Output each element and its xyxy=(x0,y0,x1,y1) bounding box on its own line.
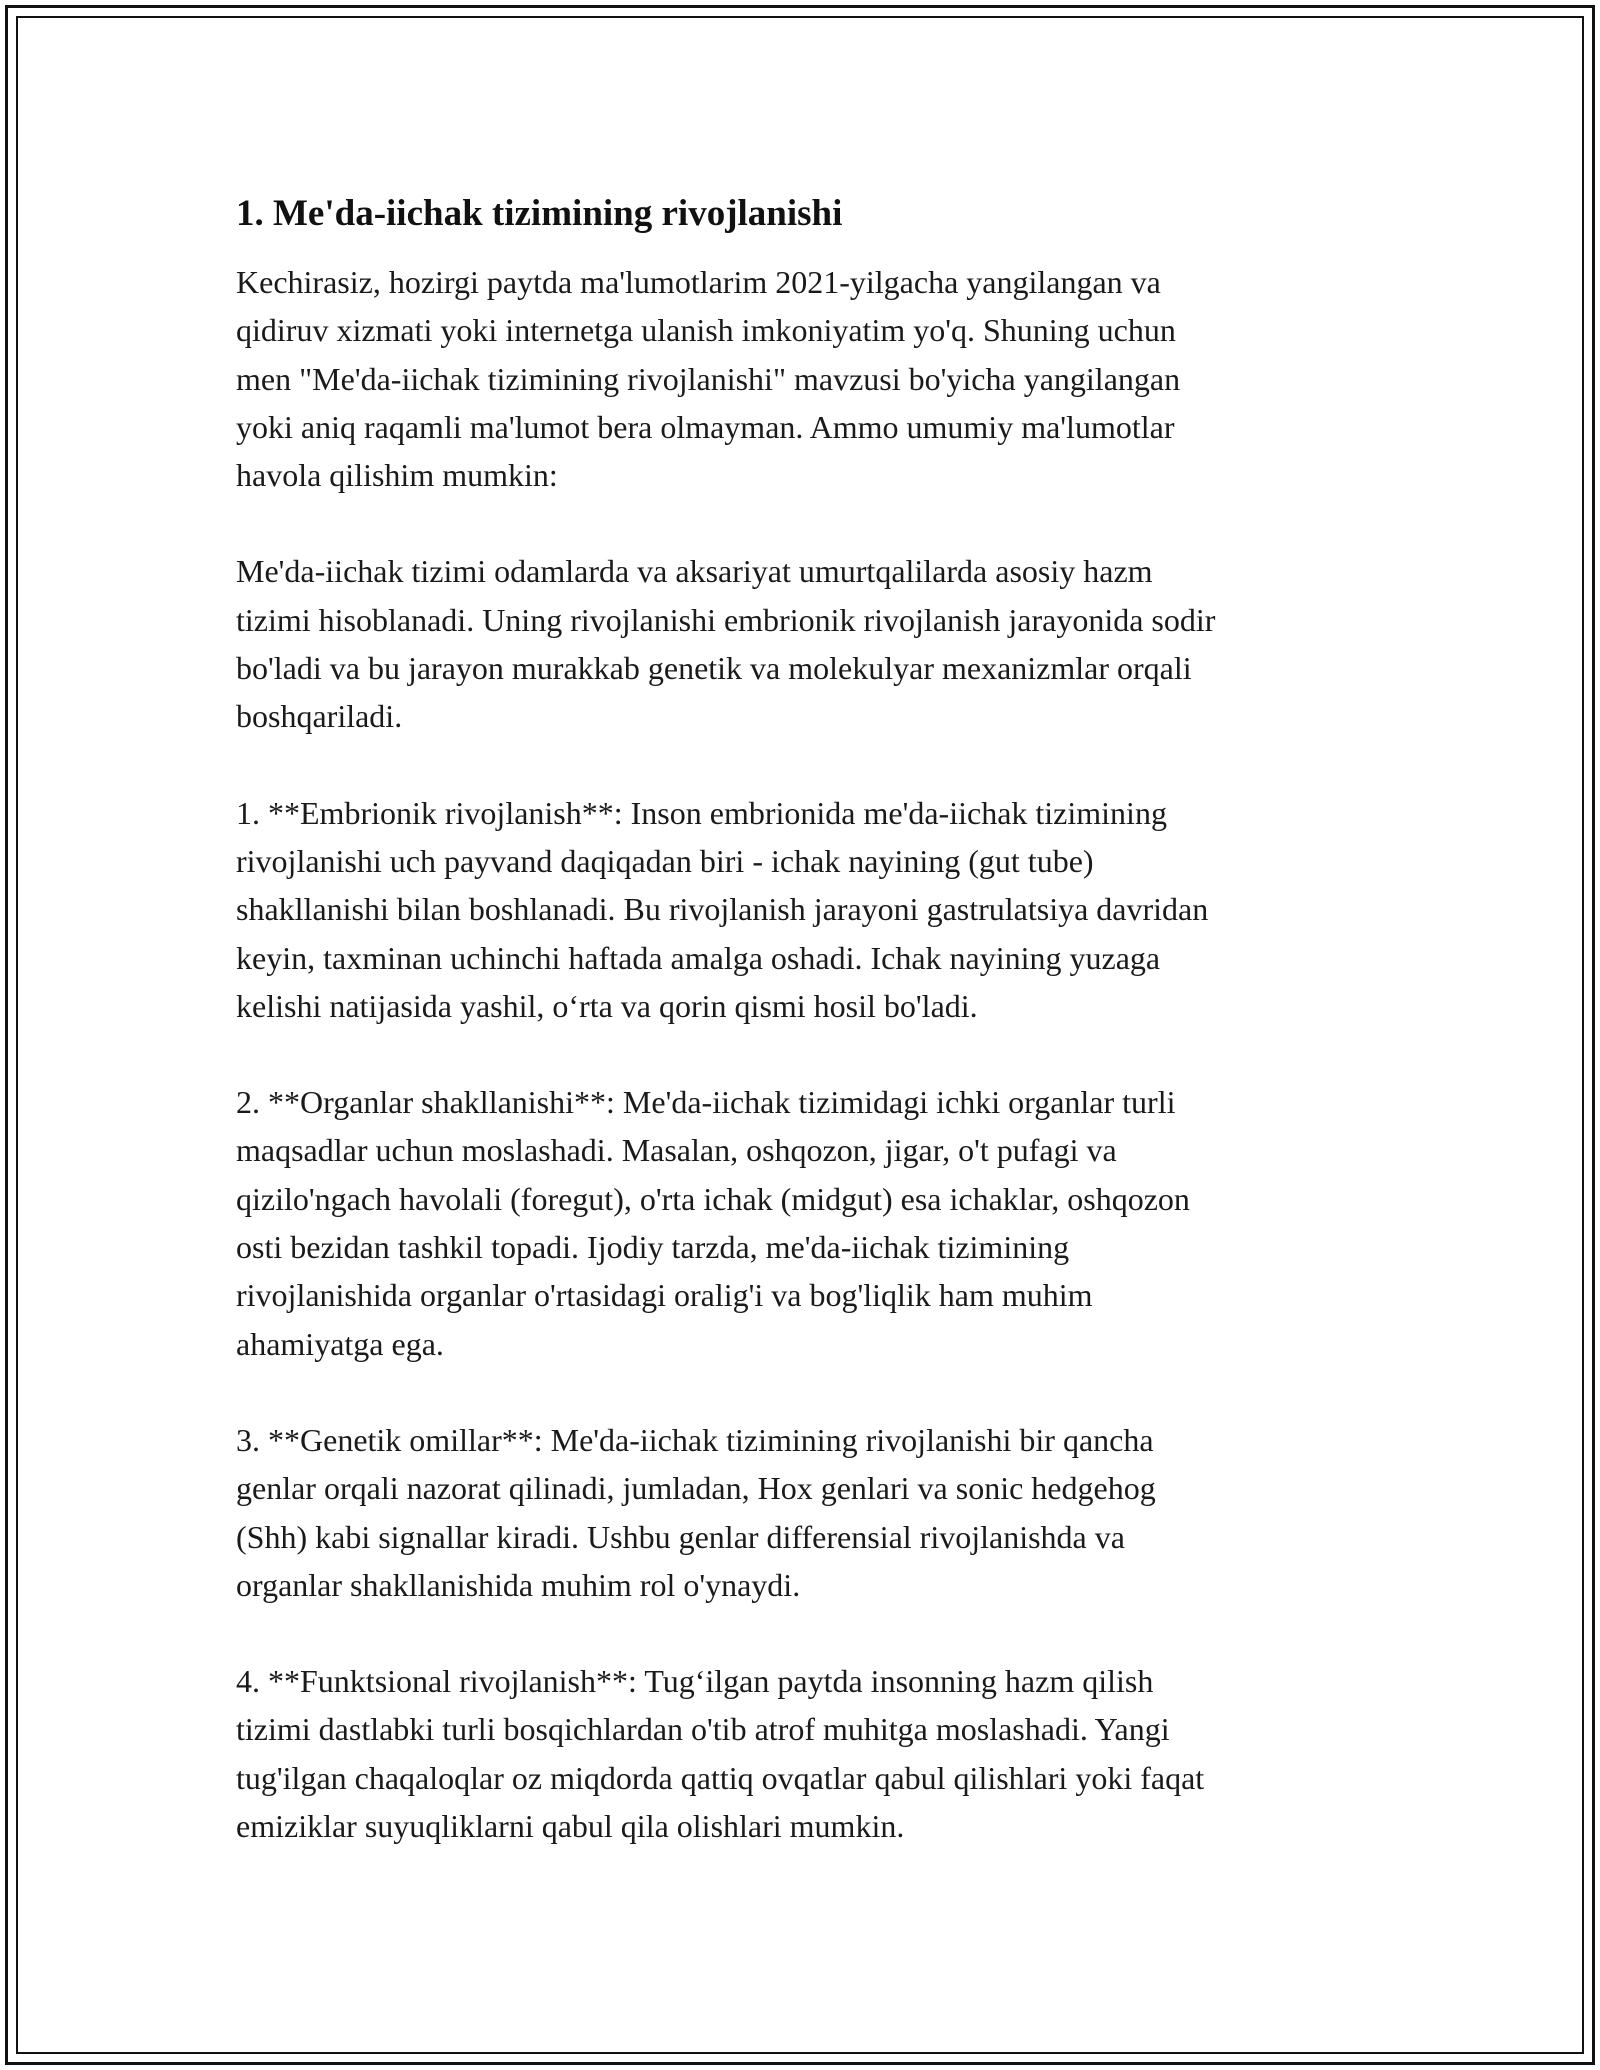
list-item-organ-formation: 2. **Organlar shakllanishi**: Me'da-iichak tizimidagi ichki organlar turli maqsadlar uchun moslashadi. Masalan, oshqozon, jigar, o't pufagi va qizilo'ngach havolali (foregut), o'rta ichak (midgut) esa ichaklar, oshqozon osti bezidan tashkil topadi. Ijodiy tarzda, me'da-iichak tizimining rivojlanishida organlar o'rtasidagi oralig'i va bog'liqlik ham muhim ahamiyatga ega. xyxy=(236,1084,1190,1362)
document-title: 1. Me'da-iichak tizimining rivojlanishi xyxy=(236,193,843,234)
overview-paragraph: Me'da-iichak tizimi odamlarda va aksariyat umurtqalilarda asosiy hazm tizimi hisoblanadi. Uning rivojlanishi embrionik rivojlanish jarayonida sodir bo'ladi va bu jarayon murakkab genetik va molekulyar mexanizmlar orqali boshqariladi. xyxy=(236,553,1216,735)
document-body xyxy=(236,190,1376,1898)
intro-paragraph: Kechirasiz, hozirgi paytda ma'lumotlarim 2021-yilgacha yangilangan va qidiruv xizmati yoki internetga ulanish imkoniyatim yo'q. Shuning uchun men "Me'da-iichak tizimining rivojlanishi" mavzusi bo'yicha yangilangan yoki aniq raqamli ma'lumot bera olmayman. Ammo umumiy ma'lumotlar havola qilishim mumkin: xyxy=(236,264,1181,494)
list-item-genetic-factors: 3. **Genetik omillar**: Me'da-iichak tizimining rivojlanishi bir qancha genlar orqali nazorat qilinadi, jumladan, Hox genlari va sonic hedgehog (Shh) kabi signallar kiradi. Ushbu genlar differensial rivojlanishda va organlar shakllanishida muhim rol o'ynaydi. xyxy=(236,1421,1156,1603)
list-item-functional-development: 4. **Funktsional rivojlanish**: Tug‘ilgan paytda insonning hazm qilish tizimi dastlabki turli bosqichlardan o'tib atrof muhitga moslashadi. Yangi tug'ilgan chaqaloqlar oz miqdorda qattiq ovqatlar qabul qilishlari yoki faqat emiziklar suyuqliklarni qabul qila olishlari mumkin. xyxy=(236,1663,1205,1845)
list-item-embryonic-development: 1. **Embrionik rivojlanish**: Inson embrionida me'da-iichak tizimining rivojlanishi uch payvand daqiqadan biri - ichak nayining (gut tube) shakllanishi bilan boshlanadi. Bu rivojlanish jarayoni gastrulatsiya davridan keyin, taxminan uchinchi haftada amalga oshadi. Ichak nayining yuzaga kelishi natijasida yashil, o‘rta va qorin qismi hosil bo'ladi. xyxy=(236,794,1209,1024)
